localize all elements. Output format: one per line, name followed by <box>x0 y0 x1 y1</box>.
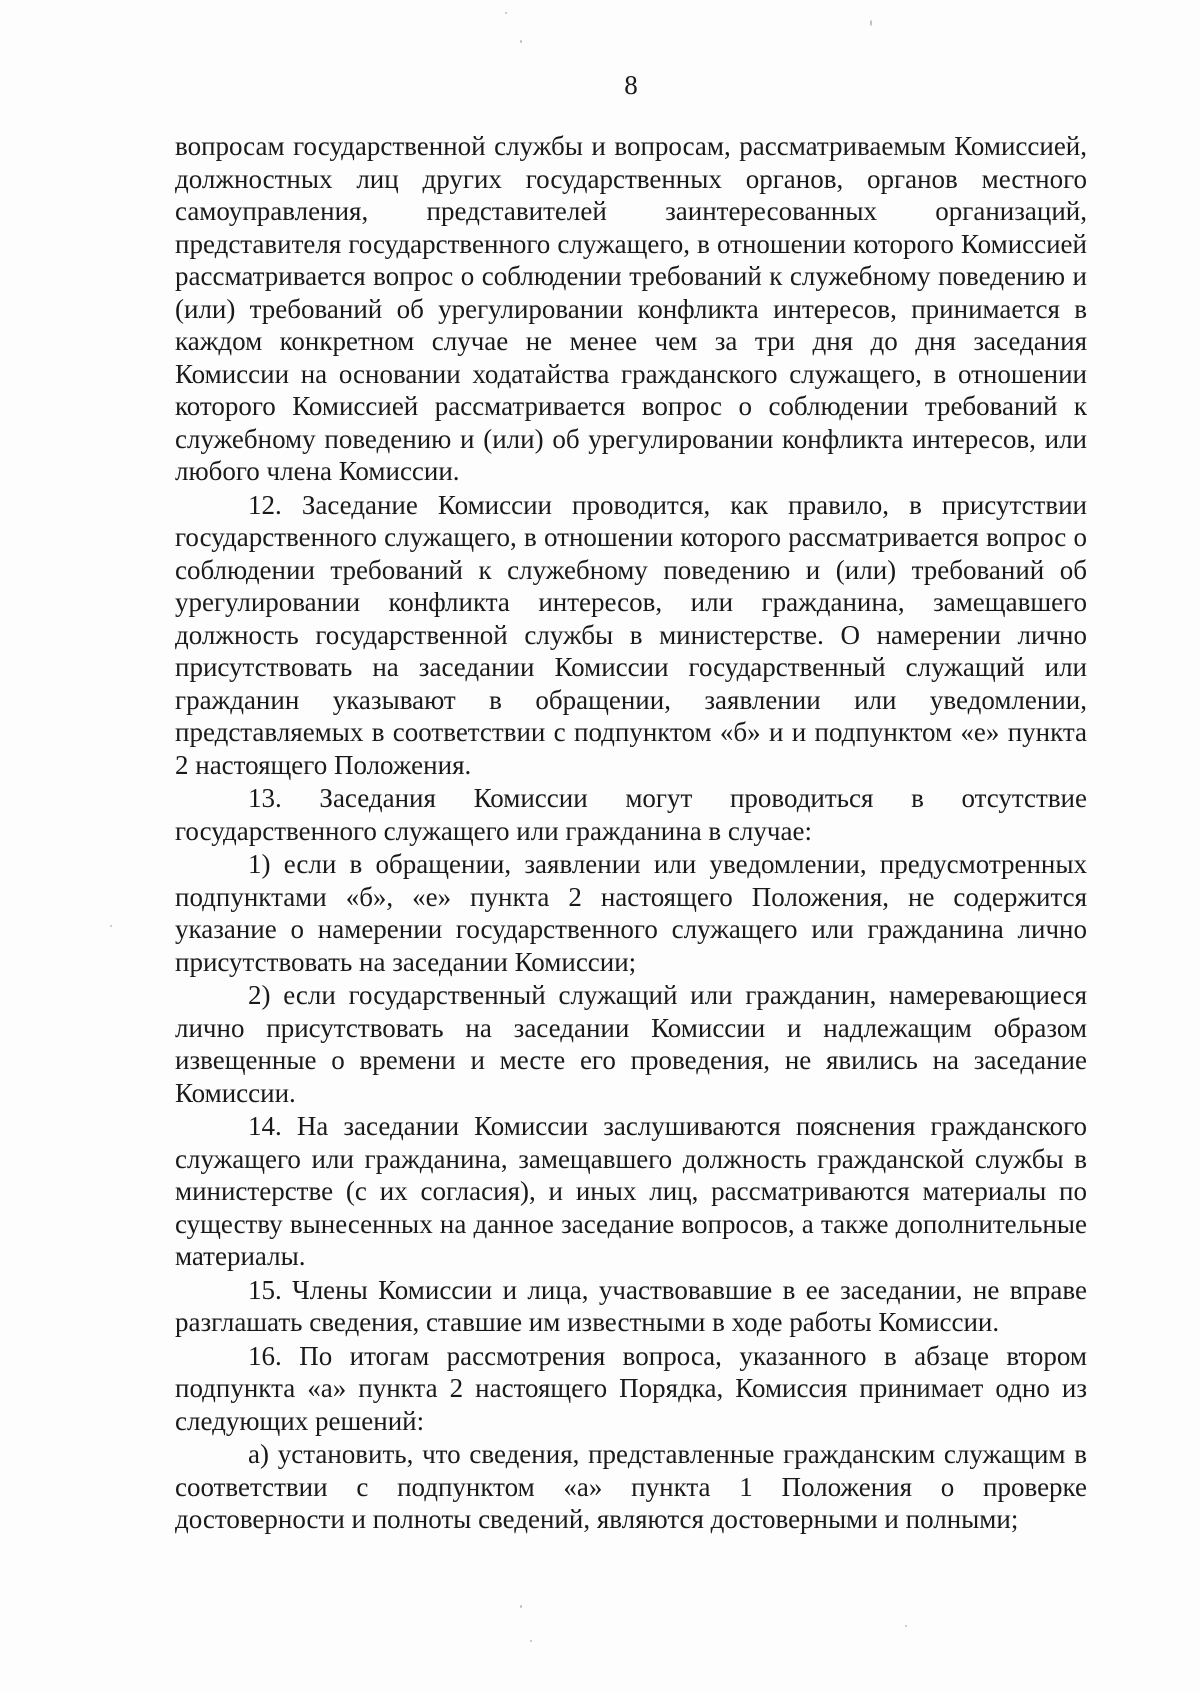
scan-speck <box>505 12 507 14</box>
paragraph-16-item-a: а) установить, что сведения, представленные гражданским служащим в соответствии с подпунктом «а» пункта 1 Положения о проверке достоверности и полноты сведений, являются достоверными и полными; <box>175 1439 1087 1534</box>
paragraph-16: 16. По итогам рассмотрения вопроса, указанного в абзаце втором подпункта «а» пункта 2 настоящего Порядка, Комиссия принимает одно из следующих решений: <box>175 1340 1087 1436</box>
scan-speck <box>520 40 522 43</box>
scan-speck <box>520 1605 522 1608</box>
scan-speck <box>110 925 112 927</box>
paragraph-14: 14. На заседании Комиссии заслушиваются пояснения гражданского служащего или гражданина, замещавшего должность гражданской службы в министерстве (с их согласия), и иных лиц, рассматриваются материалы по существу вынесенных на данное заседание вопросов, а также дополнительные материалы. <box>175 1111 1087 1271</box>
document-body <box>175 130 1087 1536</box>
paragraph-13: 13. Заседания Комиссии могут проводиться в отсутствие государственного служащего или гражданина в случае: <box>175 783 1087 846</box>
paragraph-15: 15. Члены Комиссии и лица, участвовавшие в ее заседании, не вправе разглашать сведения, ставшие им известными в ходе работы Комиссии. <box>175 1274 1087 1337</box>
scan-speck <box>905 1625 907 1627</box>
paragraph-13-item-1: 1) если в обращении, заявлении или уведомлении, предусмотренных подпунктами «б», «е» пункта 2 настоящего Положения, не содержится указание о намерении государственного служащего или гражданина лично присутствовать на заседании Комиссии; <box>175 849 1087 977</box>
scan-speck <box>530 1640 532 1642</box>
page-number: 8 <box>624 70 638 100</box>
paragraph-11-continuation: вопросам государственной службы и вопросам, рассматриваемым Комиссией, должностных лиц других государственных органов, органов местного самоуправления, представителей заинтересованных организаций, представителя государственного служащего, в отношении которого Комиссией рассматривается вопрос о соблюдении требований к служебному поведению и (или) требований об урегулировании конфликта интересов, принимается в каждом конкретном случае не менее чем за три дня до дня заседания Комиссии на основании ходатайства гражданского служащего, в отношении которого Комиссией рассматривается вопрос о соблюдении требований к служебному поведению и (или) об урегулировании конфликта интересов, или любого члена Комиссии. <box>175 131 1087 486</box>
paragraph-12: 12. Заседание Комиссии проводится, как правило, в присутствии государственного служащего, в отношении которого рассматривается вопрос о соблюдении требований к служебному поведению и (или) требований об урегулировании конфликта интересов, или гражданина, замещавшего должность государственной службы в министерстве. О намерении лично присутствовать на заседании Комиссии государственный служащий или гражданин указывают в обращении, заявлении или уведомлении, представляемых в соответствии с подпунктом «б» и и подпунктом «е» пункта 2 настоящего Положения. <box>175 489 1087 780</box>
paragraph-13-item-2: 2) если государственный служащий или гражданин, намеревающиеся лично присутствовать на заседании Комиссии и надлежащим образом извещенные о времени и месте его проведения, не явились на заседание Комиссии. <box>175 980 1087 1108</box>
scan-speck <box>870 20 872 26</box>
